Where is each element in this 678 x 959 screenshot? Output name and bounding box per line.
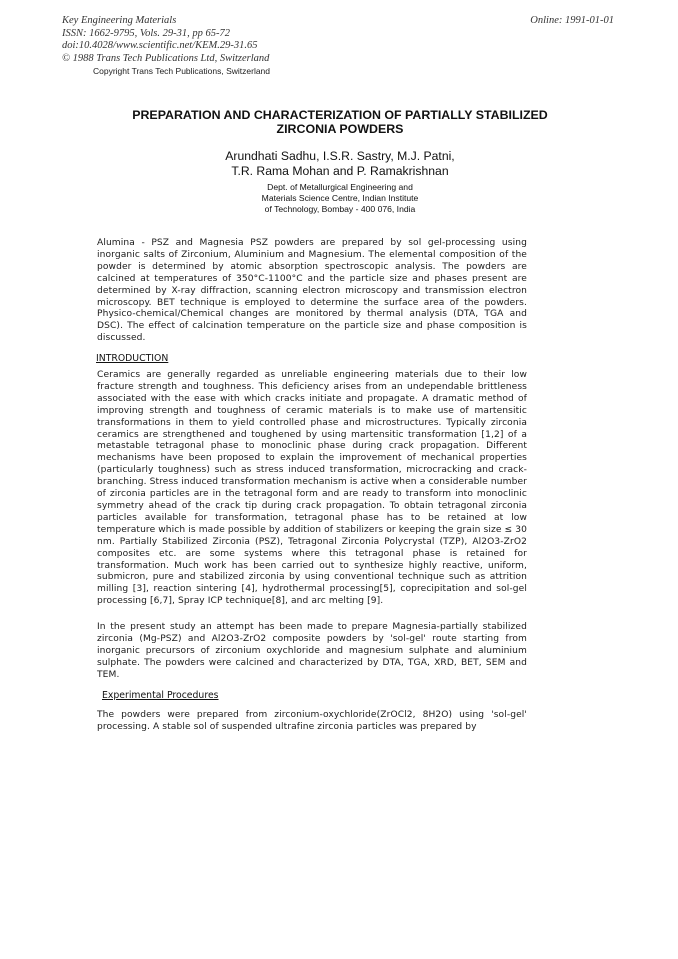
authors-line-1: Arundhati Sadhu, I.S.R. Sastry, M.J. Patni,: [225, 149, 455, 163]
introduction-heading: INTRODUCTION: [96, 353, 169, 364]
experimental-heading: Experimental Procedures: [102, 690, 219, 701]
publisher-copyright: © 1988 Trans Tech Publications Ltd, Switzerland: [62, 52, 270, 64]
affiliation: [60, 182, 620, 215]
affiliation-line-2: Materials Science Centre, Indian Institute: [261, 193, 419, 203]
title-line-2: ZIRCONIA POWDERS: [276, 122, 404, 136]
online-date: Online: 1991-01-01: [530, 15, 614, 26]
introduction-paragraph: Ceramics are generally regarded as unreliable engineering materials due to their low fracture strength and toughness. This deficiency arises from an undependable brittleness associated with the ease with which cracks initiate and propagate. A dramatic method of improving strength and toughness of ceramic materials is to make use of martensitic transformations in them to yield controlled phase and microstructures. Typically zirconia ceramics are strengthened and toughened by using martensitic transformation [1,2] of a metastable tetragonal phase to monoclinic phase during crack propagation. Different mechanisms have been proposed to explain the improvement of mechanical properties (particularly toughness) such as stress induced transformation, microcracking and crack-branching. Stress induced transformation mechanism is active when a considerable number of zirconia particles are in the tetragonal form and are ready to transform into monoclinic symmetry ahead of the crack tip during crack propagation. To obtain tetragonal zirconia particles available for transformation, tetragonal phase has to be retained at low temperature which is made possible by addition of stabilizers or keeping the grain size ≤ 30 nm. Partially Stabilized Zirconia (PSZ), Tetragonal Zirconia Polycrystal (TZP), Al2O3-ZrO2 composites etc. are some systems where this tetragonal phase is retained for transformation. Much work has been carried out to synthesize highly reactive, uniform, submicron, pure and stabilized zirconia by using conventional technique such as attrition milling [3], reaction sintering [4], hydrothermal processing[5], coprecipitation and sol-gel processing [6,7], Spray ICP technique[8], and arc melting [9].: [97, 370, 527, 607]
experimental-paragraph: The powders were prepared from zirconium-oxychloride(ZrOCl2, 8H2O) using 'sol-gel' processing. A stable sol of suspended ultrafine zirconia particles was prepared by: [97, 710, 527, 732]
affiliation-line-3: of Technology, Bombay - 400 076, India: [264, 204, 416, 214]
authors-line-2: T.R. Rama Mohan and P. Ramakrishnan: [231, 164, 449, 178]
paper-title: [60, 108, 620, 136]
issn-line: ISSN: 1662-9795, Vols. 29-31, pp 65-72: [62, 27, 230, 39]
journal-name: Key Engineering Materials: [62, 15, 177, 26]
title-line-1: PREPARATION AND CHARACTERIZATION OF PARTIALLY STABILIZED: [132, 108, 548, 122]
journal-metadata: [62, 15, 269, 65]
author-list: [60, 149, 620, 179]
doi-line: doi:10.4028/www.scientific.net/KEM.29-31.65: [62, 40, 258, 51]
present-study-paragraph: In the present study an attempt has been made to prepare Magnesia-partially stabilized zirconia (Mg-PSZ) and Al2O3-ZrO2 composite powders by 'sol-gel' route starting from inorganic precursors of zirconium oxychloride and magnesium sulphate and aluminium sulphate. The powders were calcined and characterized by DTA, TGA, XRD, BET, SEM and TEM.: [97, 622, 527, 680]
abstract-paragraph: Alumina - PSZ and Magnesia PSZ powders are prepared by sol gel-processing using inorganic salts of Zirconium, Aluminium and Magnesium. The elemental composition of the powder is determined by atomic absorption spectroscopic analysis. The powders are calcined at temperatures of 350°C-1100°C and the particle size and phases present are determined by X-ray diffraction, scanning electron microscopy and transmission electron microscopy. BET technique is employed to determine the surface area of the powders. Physico-chemical/Chemical changes are monitored by thermal analysis (DTA, TGA and DSC). The effect of calcination temperature on the particle size and phase composition is discussed.: [97, 238, 527, 344]
copyright-notice: Copyright Trans Tech Publications, Switzerland: [93, 66, 271, 76]
affiliation-line-1: Dept. of Metallurgical Engineering and: [267, 182, 413, 192]
